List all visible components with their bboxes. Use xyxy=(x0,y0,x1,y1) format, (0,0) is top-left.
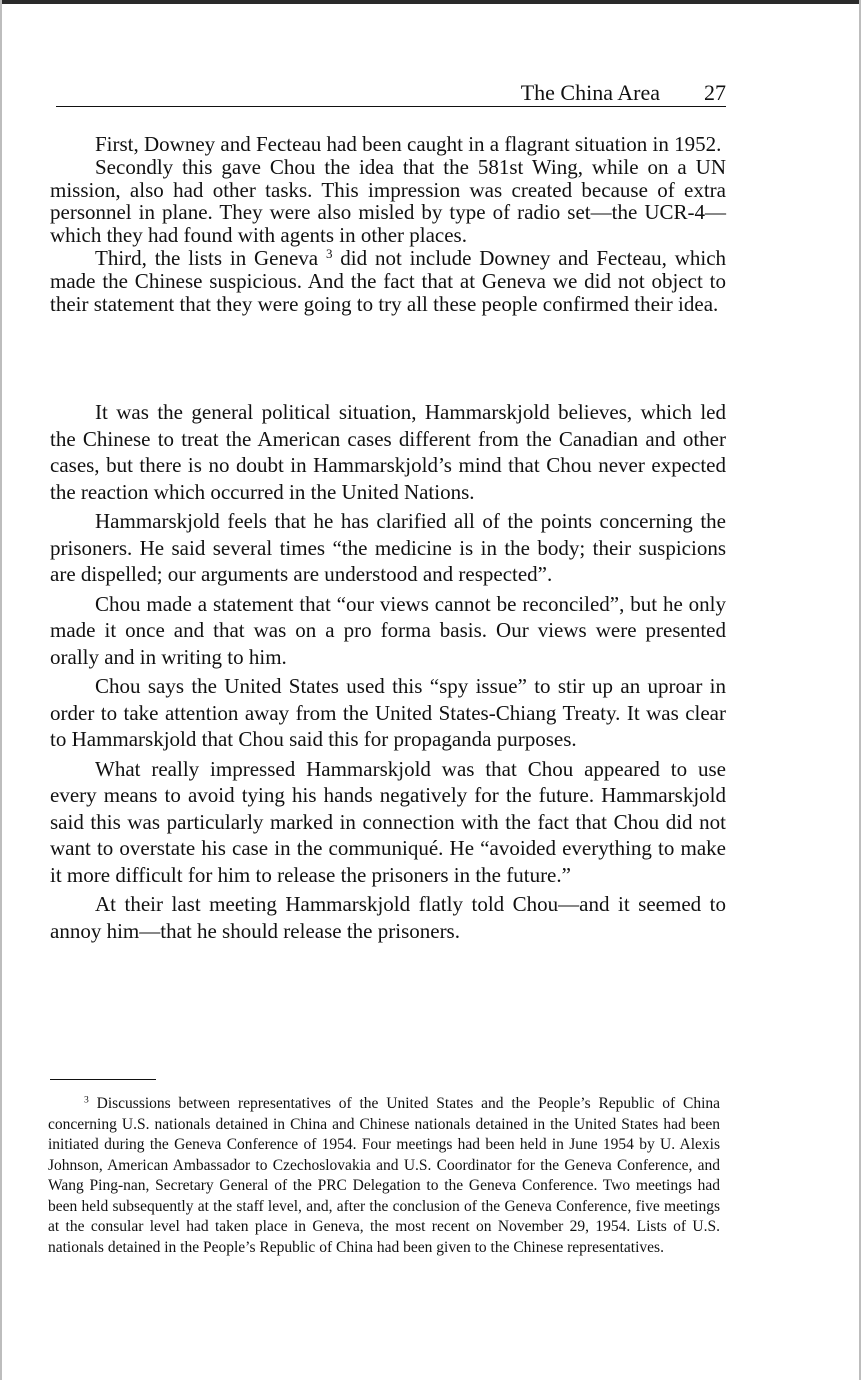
scan-top-edge xyxy=(0,0,861,4)
paragraph: At their last meeting Hammarskjold flatly told Chou—and it seemed to annoy him—that he should release the prisoners. xyxy=(50,892,726,943)
paragraph: First, Downey and Fecteau had been caught in a flagrant situation in 1952. xyxy=(95,132,722,156)
footnote xyxy=(48,1094,720,1258)
paragraph: Secondly this gave Chou the idea that the 581st Wing, while on a UN mission, also had other tasks. This impression was created because of extra personnel in plane. They were also misled by type of radio set—the UCR-4—which they had found with agents in other places. xyxy=(50,154,726,248)
footnote-marker: 3 xyxy=(84,1094,89,1106)
page-number: 27 xyxy=(704,80,726,105)
paragraph: It was the general political situation, Hammarskjold believes, which led the Chinese to treat the American cases different from the Canadian and other cases, but there is no doubt in Hammarskjold’s mind that Chou never expected the reaction which occurred in the United Nations. xyxy=(50,400,726,504)
paragraph-text: did not include Downey and Fecteau, which made the Chinese suspicious. And the fact that at Geneva we did not object to their statement that they were going to try all these people confirmed their idea. xyxy=(50,245,727,316)
body-block-main xyxy=(50,399,726,944)
scan-left-edge xyxy=(0,0,2,1380)
running-head xyxy=(56,80,726,107)
running-head-title: The China Area xyxy=(520,80,660,105)
footnote-text: Discussions between representatives of the United States and the People’s Republic of China concerning U.S. nationals detained in China and Chinese nationals detained in the United States had been initiated during the Geneva Conference of 1954. Four meetings had been held in June 1954 by U. Alexis Johnson, American Ambassador to Czechoslovakia and U.S. Coordinator for the Geneva Conference, and Wang Ping-nan, Secretary General of the PRC Delegation to the Geneva Conference. Two meetings had been held subsequently at the staff level, and, after the conclusion of the Geneva Conference, five meetings at the consular level had taken place in Geneva, the most recent on November 29, 1954. Lists of U.S. nationals detained in the People’s Republic of China had been given to the Chinese representatives. xyxy=(48,1095,720,1256)
footnote-reference[interactable]: 3 xyxy=(325,245,333,261)
paragraph: Hammarskjold feels that he has clarified all of the points concerning the prisoners. He said several times “the medicine is in the body; their suspicions are dispelled; our arguments are understood and respected”. xyxy=(50,509,726,586)
paragraph: What really impressed Hammarskjold was that Chou appeared to use every means to avoid tying his hands negatively for the future. Hammarskjold said this was particularly marked in connection with the fact that Chou did not want to overstate his case in the communiqué. He “avoided everything to make it more difficult for him to release the prisoners in the future.” xyxy=(50,756,726,887)
paragraph: Chou made a statement that “our views cannot be reconciled”, but he only made it once and that was on a pro forma basis. Our views were presented orally and in writing to him. xyxy=(50,591,726,669)
paragraph xyxy=(50,247,726,315)
body-block-top xyxy=(50,133,726,315)
footnote-divider xyxy=(50,1079,156,1080)
paragraph-text: Third, the lists in Geneva xyxy=(95,245,319,270)
paragraph: Chou says the United States used this “spy issue” to stir up an uproar in order to take attention away from the United States-Chiang Treaty. It was clear to Hammarskjold that Chou said this for propaganda purposes. xyxy=(50,674,726,751)
